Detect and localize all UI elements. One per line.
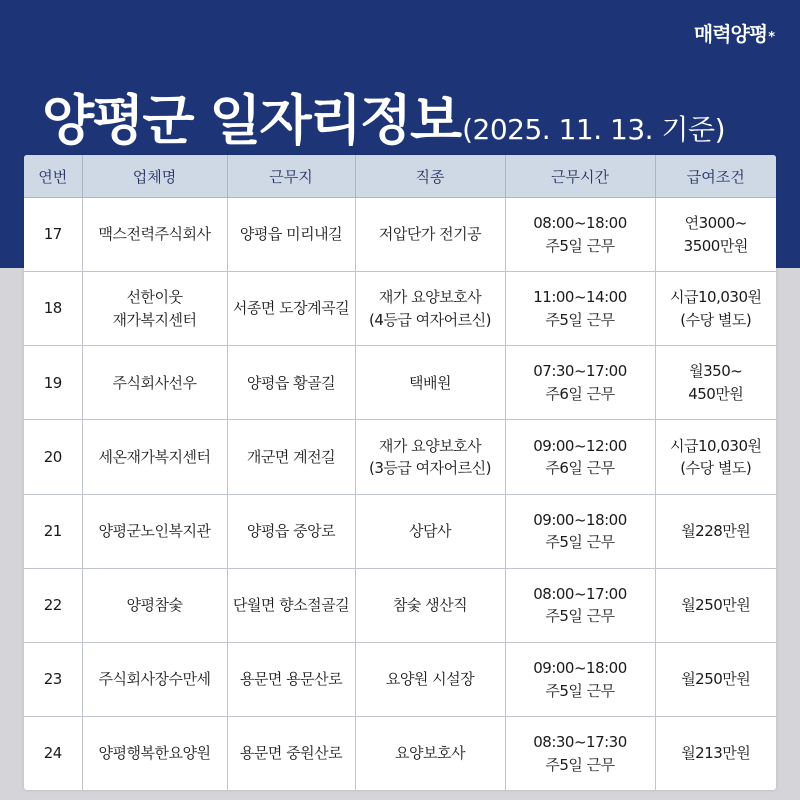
cell-company-line: 양평군노인복지관 — [98, 521, 211, 540]
cell-location — [227, 198, 355, 272]
cell-company-line: 주식회사장수만세 — [98, 670, 211, 689]
cell-hours — [505, 568, 655, 642]
cell-company — [82, 346, 227, 420]
cell-job — [355, 420, 505, 494]
cell-hours-line: 07:30~17:00 — [533, 362, 627, 381]
cell-job — [355, 642, 505, 716]
cell-company — [82, 198, 227, 272]
cell-location-line: 양평읍 중앙로 — [246, 521, 336, 540]
header-job: 직종 — [355, 155, 505, 198]
cell-hours-line: 주6일 근무 — [545, 384, 615, 403]
header-company: 업체명 — [82, 155, 227, 198]
cell-hours — [505, 642, 655, 716]
cell-company-line: 재가복지센터 — [112, 310, 197, 329]
cell-company-line: 세온재가복지센터 — [98, 447, 211, 466]
table-row — [24, 717, 776, 790]
cell-hours-line: 주5일 근무 — [545, 236, 615, 255]
cell-company — [82, 272, 227, 346]
cell-location — [227, 568, 355, 642]
cell-pay-line: 시급10,030원 — [670, 288, 762, 307]
cell-job — [355, 198, 505, 272]
cell-job-line: (3등급 여자어르신) — [369, 459, 491, 478]
cell-job-line: 재가 요양보호사 — [378, 436, 482, 455]
cell-hours-line: 주5일 근무 — [545, 755, 615, 774]
cell-pay-line: 월350~ — [689, 362, 743, 381]
cell-location — [227, 272, 355, 346]
header-pay: 급여조건 — [655, 155, 776, 198]
cell-company-line: 양평참숯 — [126, 596, 183, 615]
cell-job-line: 저압단가 전기공 — [378, 225, 482, 244]
cell-location — [227, 642, 355, 716]
cell-pay — [655, 717, 776, 790]
table-row — [24, 642, 776, 716]
cell-hours-line: 11:00~14:00 — [533, 288, 627, 307]
cell-hours — [505, 420, 655, 494]
cell-location-line: 양평읍 황골길 — [246, 373, 336, 392]
brand-logo — [694, 18, 774, 47]
cell-location — [227, 346, 355, 420]
cell-pay-line: 3500만원 — [683, 236, 748, 255]
cell-job-line: (4등급 여자어르신) — [369, 310, 491, 329]
cell-company — [82, 420, 227, 494]
page-title-date: (2025. 11. 13. 기준) — [462, 113, 725, 146]
cell-no: 18 — [24, 272, 82, 346]
cell-location-line: 단월면 향소절골길 — [232, 596, 350, 615]
table-row — [24, 568, 776, 642]
cell-no: 24 — [24, 717, 82, 790]
cell-hours-line: 주5일 근무 — [545, 681, 615, 700]
cell-no: 20 — [24, 420, 82, 494]
cell-pay — [655, 642, 776, 716]
cell-job — [355, 717, 505, 790]
cell-pay-line: 월250만원 — [681, 670, 751, 689]
cell-hours — [505, 198, 655, 272]
cell-job-line: 요양보호사 — [395, 744, 465, 763]
table-header-row — [24, 155, 776, 198]
cell-hours-line: 09:00~18:00 — [533, 659, 627, 678]
cell-company — [82, 717, 227, 790]
header-hours: 근무시간 — [505, 155, 655, 198]
cell-no: 19 — [24, 346, 82, 420]
cell-pay-line: 시급10,030원 — [670, 436, 762, 455]
cell-location-line: 양평읍 미리내길 — [239, 225, 343, 244]
cell-job — [355, 346, 505, 420]
cell-company-line: 양평행복한요양원 — [98, 744, 211, 763]
cell-hours-line: 주5일 근무 — [545, 607, 615, 626]
cell-job-line: 택배원 — [409, 373, 451, 392]
cell-hours-line: 08:30~17:30 — [533, 733, 627, 752]
cell-job — [355, 494, 505, 568]
cell-location — [227, 717, 355, 790]
cell-pay — [655, 568, 776, 642]
table-row — [24, 494, 776, 568]
table-body — [24, 198, 776, 791]
cell-no: 17 — [24, 198, 82, 272]
cell-pay — [655, 198, 776, 272]
header-no: 연번 — [24, 155, 82, 198]
cell-pay-line: (수당 별도) — [680, 459, 752, 478]
cell-location-line: 용문면 용문산로 — [239, 670, 343, 689]
cell-hours-line: 주6일 근무 — [545, 459, 615, 478]
brand-star-icon: * — [768, 30, 774, 45]
header-location: 근무지 — [227, 155, 355, 198]
cell-pay — [655, 346, 776, 420]
cell-location — [227, 494, 355, 568]
cell-hours-line: 09:00~18:00 — [533, 510, 627, 529]
cell-pay-line: 450만원 — [688, 384, 744, 403]
cell-pay-line: 월228만원 — [681, 521, 751, 540]
cell-hours — [505, 346, 655, 420]
page-title-main: 양평군 일자리정보 — [42, 89, 461, 152]
cell-location — [227, 420, 355, 494]
cell-hours-line: 주5일 근무 — [545, 310, 615, 329]
cell-location-line: 용문면 중원산로 — [239, 744, 343, 763]
cell-pay-line: 연3000~ — [684, 214, 747, 233]
cell-job-line: 참숯 생산직 — [392, 596, 468, 615]
cell-job-line: 요양원 시설장 — [385, 670, 475, 689]
cell-no: 22 — [24, 568, 82, 642]
cell-company — [82, 642, 227, 716]
page-title — [42, 78, 725, 155]
table-row — [24, 420, 776, 494]
cell-hours — [505, 494, 655, 568]
cell-hours — [505, 717, 655, 790]
job-table — [24, 155, 776, 790]
cell-hours-line: 주5일 근무 — [545, 533, 615, 552]
cell-location-line: 개군면 계전길 — [246, 447, 336, 466]
cell-location-line: 서종면 도장계곡길 — [232, 299, 350, 318]
cell-no: 21 — [24, 494, 82, 568]
cell-hours-line: 08:00~17:00 — [533, 584, 627, 603]
cell-hours — [505, 272, 655, 346]
cell-company — [82, 568, 227, 642]
cell-pay-line: 월250만원 — [681, 596, 751, 615]
cell-job-line: 재가 요양보호사 — [378, 288, 482, 307]
table-row — [24, 272, 776, 346]
cell-hours-line: 08:00~18:00 — [533, 214, 627, 233]
table-row — [24, 346, 776, 420]
cell-company-line: 선한이웃 — [126, 288, 183, 307]
job-table-container — [24, 155, 776, 790]
brand-logo-text: 매력양평 — [693, 22, 768, 46]
cell-company-line: 주식회사선우 — [112, 373, 197, 392]
table-row — [24, 198, 776, 272]
cell-job — [355, 568, 505, 642]
cell-company-line: 맥스전력주식회사 — [98, 225, 211, 244]
cell-pay-line: (수당 별도) — [680, 310, 752, 329]
cell-pay-line: 월213만원 — [681, 744, 751, 763]
cell-pay — [655, 494, 776, 568]
cell-job-line: 상담사 — [409, 521, 451, 540]
cell-pay — [655, 420, 776, 494]
cell-job — [355, 272, 505, 346]
cell-pay — [655, 272, 776, 346]
cell-no: 23 — [24, 642, 82, 716]
cell-company — [82, 494, 227, 568]
cell-hours-line: 09:00~12:00 — [533, 436, 627, 455]
